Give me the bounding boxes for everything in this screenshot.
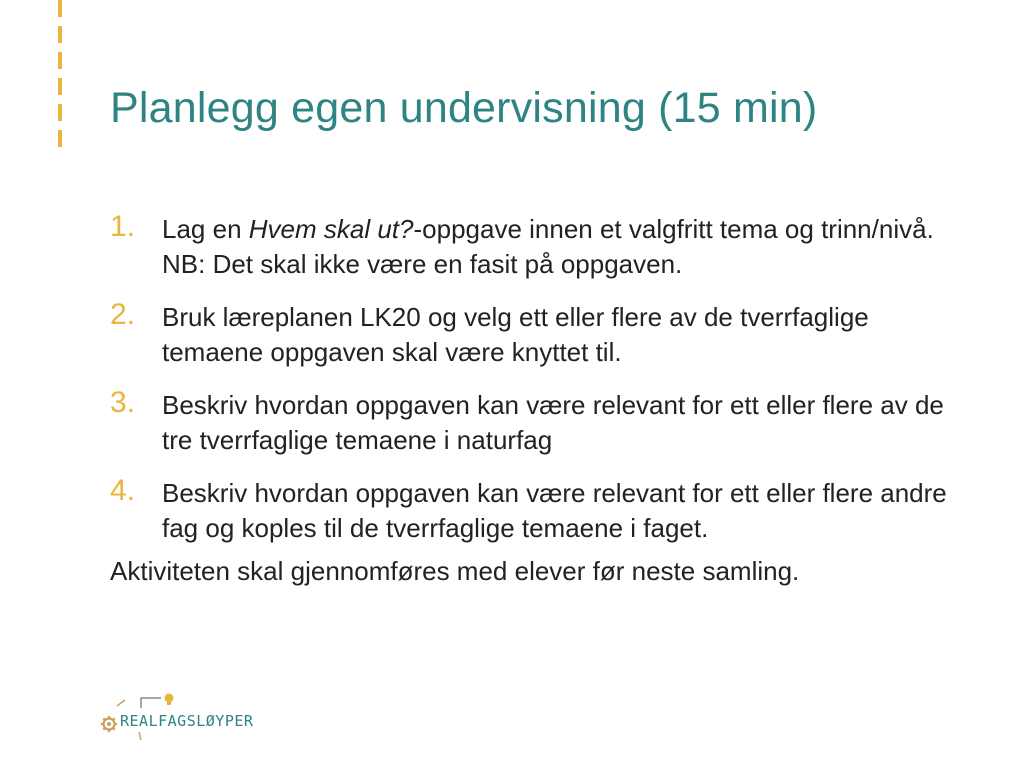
decorative-dashed-line bbox=[58, 0, 62, 165]
list-number: 2. bbox=[110, 298, 136, 331]
list-item-text: Beskriv hvordan oppgaven kan være relevant for ett eller flere andre fag og koples til de tverrfaglige temaene i faget. bbox=[162, 478, 947, 543]
italic-task-name: Hvem skal ut? bbox=[248, 214, 414, 244]
list-item bbox=[110, 210, 970, 282]
list-item bbox=[110, 298, 970, 370]
slide-title: Planlegg egen undervisning (15 min) bbox=[110, 84, 818, 132]
list-number: 3. bbox=[110, 386, 136, 419]
footer-note: Aktiviteten skal gjennomføres med elever før neste samling. bbox=[110, 556, 800, 586]
logo-text: REALFAGSLØYPER bbox=[120, 712, 254, 730]
list-item-text: Beskriv hvordan oppgaven kan være relevant for ett eller flere av de tre tverrfaglige temaene i naturfag bbox=[162, 390, 944, 455]
task-list bbox=[110, 210, 970, 562]
realfagsloyper-logo bbox=[99, 688, 269, 748]
list-item-text: Bruk læreplanen LK20 og velg ett eller flere av de tverrfaglige temaene oppgaven skal være knyttet til. bbox=[162, 302, 869, 367]
list-number: 1. bbox=[110, 210, 136, 243]
list-item bbox=[110, 474, 970, 546]
list-item-text: Lag en Hvem skal ut?-oppgave innen et valgfritt tema og trinn/nivå. NB: Det skal ikke være en fasit på oppgaven. bbox=[162, 214, 934, 279]
list-item bbox=[110, 386, 970, 458]
list-number: 4. bbox=[110, 474, 136, 507]
